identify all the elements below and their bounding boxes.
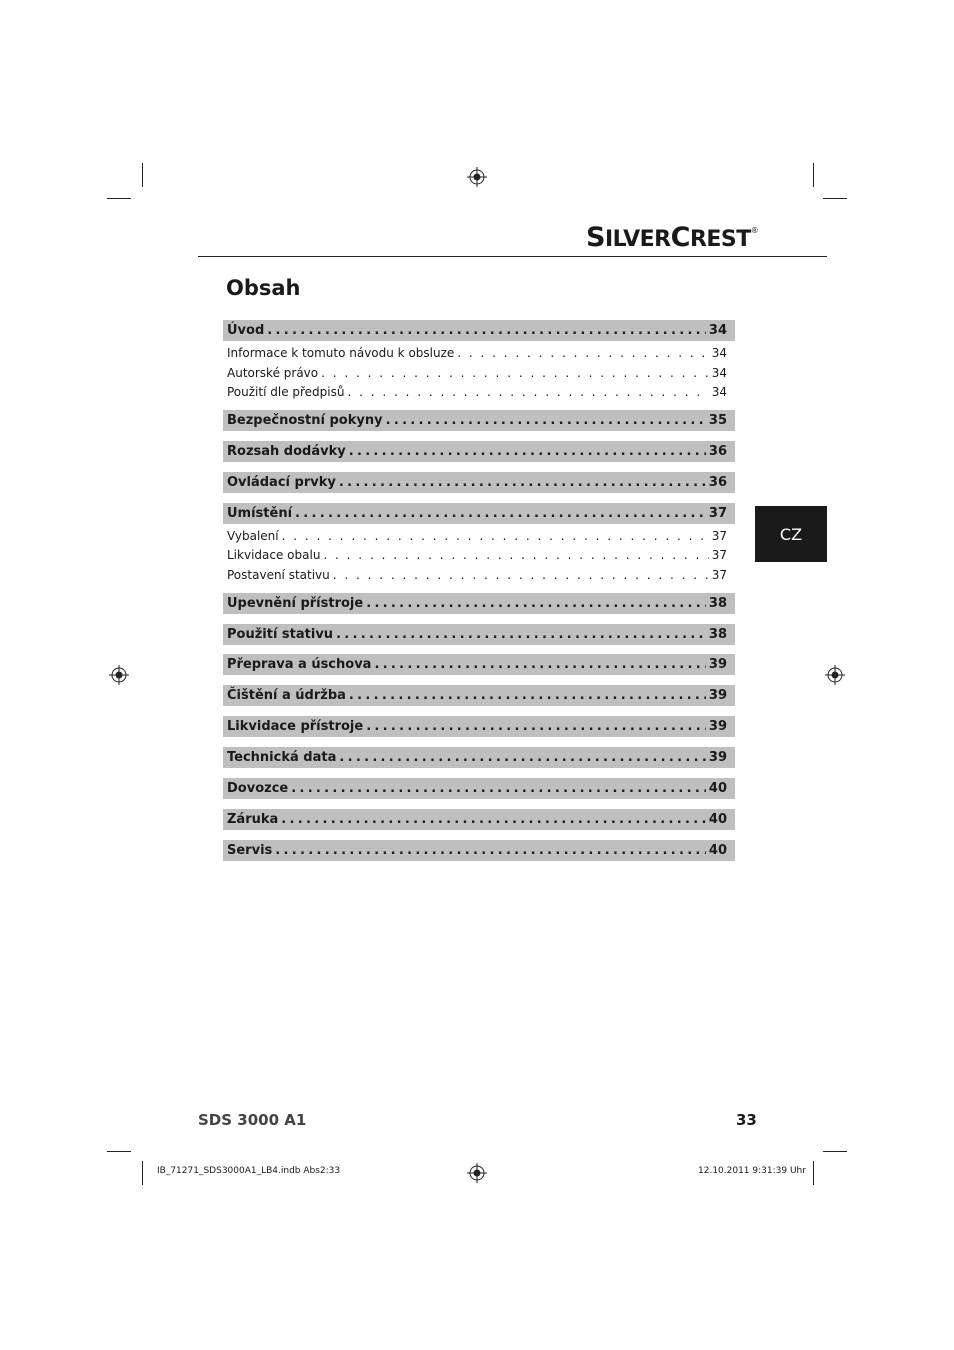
toc-entry[interactable] (223, 747, 735, 768)
crop-mark (823, 198, 847, 199)
toc-entry[interactable] (223, 503, 735, 524)
registration-mark-icon (109, 665, 129, 685)
toc-entry-page: 34 (711, 346, 727, 360)
toc-subentry[interactable] (223, 343, 735, 363)
toc-leader-dots (291, 781, 706, 796)
toc-entry[interactable] (223, 320, 735, 341)
toc-entry-page: 37 (711, 529, 727, 543)
toc-entry[interactable] (223, 685, 735, 706)
registered-mark: ® (750, 226, 759, 235)
toc-entry[interactable] (223, 593, 735, 614)
toc-entry[interactable] (223, 654, 735, 675)
toc-entry-label: Upevnění přístroje (227, 596, 364, 611)
toc-leader-dots (348, 385, 709, 399)
toc-entry-label: Technická data (227, 750, 337, 765)
toc-leader-dots (336, 627, 706, 642)
toc-entry-label: Rozsah dodávky (227, 444, 346, 459)
toc-entry[interactable] (223, 716, 735, 737)
toc-leader-dots (267, 323, 706, 338)
toc-entry-page: 38 (708, 627, 727, 642)
toc-entry-label: Čištění a údržba (227, 688, 346, 703)
toc-entry-page: 35 (708, 413, 727, 428)
toc-leader-dots (366, 719, 706, 734)
crop-mark (107, 198, 131, 199)
toc-entry[interactable] (223, 410, 735, 431)
brand-text: ILVER (604, 227, 671, 252)
toc-entry[interactable] (223, 624, 735, 645)
toc-entry-label: Použití stativu (227, 627, 334, 642)
toc-entry-label: Autorské právo (227, 366, 319, 380)
toc-entry-label: Úvod (227, 323, 265, 338)
toc-entry-page: 34 (711, 366, 727, 380)
registration-mark-icon (467, 167, 487, 187)
crop-mark (823, 1151, 847, 1152)
crop-mark (142, 1161, 143, 1185)
toc-leader-dots (333, 568, 709, 582)
toc-entry-page: 39 (708, 750, 727, 765)
toc-leader-dots (323, 548, 708, 562)
toc-subentry[interactable] (223, 526, 735, 546)
toc-entry-page: 36 (708, 475, 727, 490)
toc-entry[interactable] (223, 441, 735, 462)
crop-mark (107, 1151, 131, 1152)
toc-entry-label: Přeprava a úschova (227, 657, 372, 672)
toc-entry-page: 37 (708, 506, 727, 521)
brand-logo (586, 222, 759, 253)
toc-entry-page: 34 (711, 385, 727, 399)
crop-mark (142, 163, 143, 187)
toc-entry-label: Informace k tomuto návodu k obsluze (227, 346, 455, 360)
toc-entry-page: 38 (708, 596, 727, 611)
toc-subentry[interactable] (223, 565, 735, 585)
toc-leader-dots (366, 596, 706, 611)
toc-entry[interactable] (223, 778, 735, 799)
toc-entry-label: Umístění (227, 506, 293, 521)
toc-entry-page: 40 (708, 843, 727, 858)
header-rule (198, 256, 827, 257)
toc-entry-page: 34 (708, 323, 727, 338)
toc-entry-label: Servis (227, 843, 273, 858)
toc-leader-dots (386, 413, 706, 428)
toc-leader-dots (349, 688, 706, 703)
footer-timestamp: 12.10.2011 9:31:39 Uhr (698, 1166, 806, 1176)
toc-entry-page: 39 (708, 719, 727, 734)
page-number: 33 (736, 1111, 757, 1129)
toc-entry-label: Záruka (227, 812, 279, 827)
crop-mark (813, 163, 814, 187)
toc-leader-dots (275, 843, 706, 858)
toc-leader-dots (321, 366, 709, 380)
toc-entry-label: Postavení stativu (227, 568, 330, 582)
toc-entry-page: 36 (708, 444, 727, 459)
toc-entry-label: Použití dle předpisů (227, 385, 345, 399)
page-title: Obsah (226, 276, 301, 300)
toc-leader-dots (339, 475, 706, 490)
brand-initial: C (670, 222, 690, 253)
crop-mark (813, 1161, 814, 1185)
registration-mark-icon (467, 1163, 487, 1183)
toc-entry-page: 37 (711, 548, 727, 562)
toc-entry-page: 39 (708, 688, 727, 703)
toc-entry[interactable] (223, 472, 735, 493)
footer-file-info: IB_71271_SDS3000A1_LB4.indb Abs2:33 (157, 1166, 341, 1176)
brand-initial: S (586, 222, 605, 253)
toc-leader-dots (374, 657, 705, 672)
toc-entry-page: 39 (708, 657, 727, 672)
toc-entry-label: Likvidace obalu (227, 548, 321, 562)
registration-mark-icon (825, 665, 845, 685)
toc-entry-label: Bezpečnostní pokyny (227, 413, 383, 428)
model-name: SDS 3000 A1 (198, 1111, 307, 1129)
toc-entry-label: Ovládací prvky (227, 475, 336, 490)
toc-leader-dots (281, 812, 706, 827)
toc-entry[interactable] (223, 840, 735, 861)
toc-subentry[interactable] (223, 363, 735, 383)
toc-entry-page: 40 (708, 781, 727, 796)
brand-text: REST (689, 227, 751, 252)
toc-leader-dots (282, 529, 709, 543)
language-tab: CZ (755, 506, 827, 562)
toc-leader-dots (457, 346, 708, 360)
toc-entry[interactable] (223, 809, 735, 830)
toc-entry-label: Vybalení (227, 529, 279, 543)
toc-leader-dots (349, 444, 706, 459)
toc-entry-page: 37 (711, 568, 727, 582)
toc-leader-dots (295, 506, 706, 521)
toc-entry-page: 40 (708, 812, 727, 827)
toc-entry-label: Likvidace přístroje (227, 719, 364, 734)
toc-leader-dots (339, 750, 706, 765)
toc-entry-label: Dovozce (227, 781, 289, 796)
toc-subentry[interactable] (223, 545, 735, 565)
toc-subentry[interactable] (223, 382, 735, 402)
